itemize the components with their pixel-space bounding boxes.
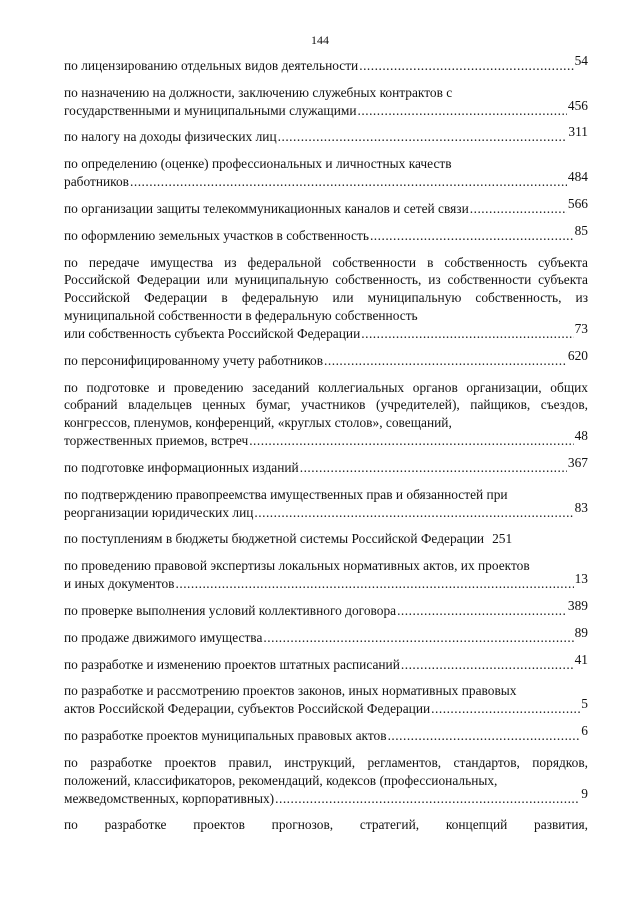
entry-text-tail: по проверке выполнения условий коллективного договора	[64, 602, 397, 618]
index-entry	[64, 754, 588, 807]
entry-text-tail: по разработке проектов прогнозов, стратегий, концепций развития,	[64, 817, 588, 833]
index-entry	[64, 53, 588, 75]
entry-text-tail: по поступлениям в бюджеты бюджетной системы Российской Федерации	[64, 531, 485, 547]
entry-last-line	[64, 785, 588, 808]
entry-last-line	[64, 723, 588, 745]
entry-page-number: 5	[581, 696, 588, 712]
entry-page-number: 48	[574, 428, 588, 444]
entry-last-line	[64, 651, 588, 674]
index-entry	[64, 597, 588, 620]
dot-leader	[249, 432, 573, 450]
entry-page-number: 73	[574, 320, 588, 336]
entry-page-number: 9	[581, 785, 588, 801]
index-entry	[64, 84, 588, 120]
page-number: 144	[311, 33, 329, 47]
entry-page-number: 6	[581, 723, 588, 739]
entry-last-line	[64, 428, 588, 450]
entry-page-number: 484	[567, 169, 588, 185]
index-entry	[64, 155, 588, 191]
dot-leader	[470, 200, 567, 218]
index-entry	[64, 222, 588, 245]
entry-text: по назначению на должности, заключению служебных контрактов с	[64, 84, 453, 100]
index-entry	[64, 651, 588, 674]
dot-leader	[130, 173, 567, 191]
dot-leader	[431, 700, 580, 718]
entry-page-number: 456	[567, 97, 588, 113]
entry-text-tail: торжественных приемов, встреч	[64, 433, 249, 449]
index-entry	[64, 347, 588, 370]
dot-leader	[324, 352, 567, 370]
index-entry	[64, 557, 588, 593]
dot-leader	[358, 102, 567, 120]
dot-leader	[300, 459, 567, 477]
index-entry	[64, 454, 588, 477]
entry-text-tail: по налогу на доходы физических лиц	[64, 129, 277, 145]
dot-leader	[361, 325, 573, 343]
entry-page-number: 13	[574, 571, 588, 587]
index-entry	[64, 530, 588, 548]
dot-leader	[275, 790, 580, 808]
entry-text-tail: по организации защиты телекоммуникационных каналов и сетей связи	[64, 200, 469, 216]
entry-text-tail: работников	[64, 174, 129, 190]
entry-text: по проведению правовой экспертизы локальных нормативных актов, их проектов	[64, 558, 530, 574]
entry-page-number: 311	[568, 124, 588, 140]
dot-leader	[370, 227, 574, 245]
dot-leader	[278, 128, 568, 146]
entry-last-line	[64, 97, 588, 120]
entry-page-number: 251	[492, 531, 513, 547]
index-entry	[64, 723, 588, 745]
entry-text: по определению (оценке) профессиональных и личностных качеств	[64, 156, 452, 172]
entry-page-number: 89	[574, 624, 588, 640]
entry-text: по разработке проектов правил, инструкций, регламентов, стандартов, порядков, положений, классификаторов, рекомендаций, кодексов (профессиональных,	[64, 754, 588, 788]
entry-page-number: 620	[567, 347, 588, 363]
entry-last-line	[64, 696, 588, 718]
entry-text: по разработке и рассмотрению проектов законов, иных нормативных правовых	[64, 683, 517, 699]
entry-text-tail: по продаже движимого имущества	[64, 629, 263, 645]
entry-page-number: 566	[567, 195, 588, 211]
entry-text-tail: государственными и муниципальными служащими	[64, 102, 357, 118]
entry-last-line	[64, 454, 588, 477]
entry-last-line	[64, 499, 588, 522]
entry-last-line	[64, 571, 588, 593]
dot-leader	[254, 504, 573, 522]
entry-page-number: 389	[567, 597, 588, 613]
entry-text: по передаче имущества из федеральной собственности в собственность субъекта Российской Федерации или муниципальную собственность, из собственности субъекта Российской Федерации в федеральную или муниципальную собственность, из муниципальной собственности в федеральную собственность	[64, 254, 588, 324]
entry-last-line	[64, 597, 588, 620]
entry-last-line	[64, 124, 588, 146]
index-entry	[64, 682, 588, 718]
index-entry	[64, 124, 588, 146]
entry-text-tail: по лицензированию отдельных видов деятельности	[64, 58, 359, 73]
index-entry	[64, 379, 588, 450]
entry-last-line	[64, 816, 588, 834]
entry-text-tail: по персонифицированному учету работников	[64, 352, 324, 368]
entry-text-tail: по разработке и изменению проектов штатных расписаний	[64, 656, 400, 672]
entry-text-tail: по разработке проектов муниципальных правовых актов	[64, 728, 387, 744]
entry-text: по подтверждению правопреемства имущественных прав и обязанностей при	[64, 486, 508, 502]
entry-last-line	[64, 347, 588, 370]
entry-text-tail: по подготовке информационных изданий	[64, 459, 299, 475]
entry-last-line	[64, 320, 588, 343]
entry-text-tail: или собственность субъекта Российской Федерации	[64, 325, 361, 341]
entry-last-line	[64, 222, 588, 245]
dot-leader	[176, 575, 574, 593]
index-entry	[64, 254, 588, 343]
entry-last-line	[64, 195, 588, 218]
index-entry	[64, 624, 588, 647]
entry-text: по подготовке и проведению заседаний коллегиальных органов организации, общих собраний владельцев ценных бумаг, участников (учредителей), пайщиков, съездов, конгрессов, пленумов, конференций, «круглых столов», совещаний,	[64, 379, 588, 431]
entry-text-tail: реорганизации юридических лиц	[64, 504, 254, 520]
dot-leader	[263, 629, 573, 647]
index-entries	[64, 53, 588, 843]
dot-leader	[388, 727, 581, 745]
entry-text-tail: по оформлению земельных участков в собственность	[64, 227, 369, 243]
dot-leader	[359, 57, 573, 75]
entry-page-number: 367	[567, 454, 588, 470]
entry-text-tail: актов Российской Федерации, субъектов Российской Федерации	[64, 701, 431, 717]
dot-leader	[397, 602, 567, 620]
entry-page-number: 83	[574, 499, 588, 515]
index-entry	[64, 486, 588, 522]
dot-leader	[401, 656, 574, 674]
entry-last-line	[64, 53, 588, 75]
entry-text-tail: межведомственных, корпоративных)	[64, 790, 275, 806]
index-entry	[64, 816, 588, 834]
entry-page-number: 85	[574, 222, 588, 238]
entry-text-tail: и иных документов	[64, 576, 175, 592]
entry-page-number: 54	[574, 53, 588, 68]
index-entry	[64, 195, 588, 218]
entry-page-number: 41	[574, 651, 588, 667]
entry-last-line	[64, 530, 588, 548]
entry-last-line	[64, 169, 588, 191]
entry-last-line	[64, 624, 588, 647]
